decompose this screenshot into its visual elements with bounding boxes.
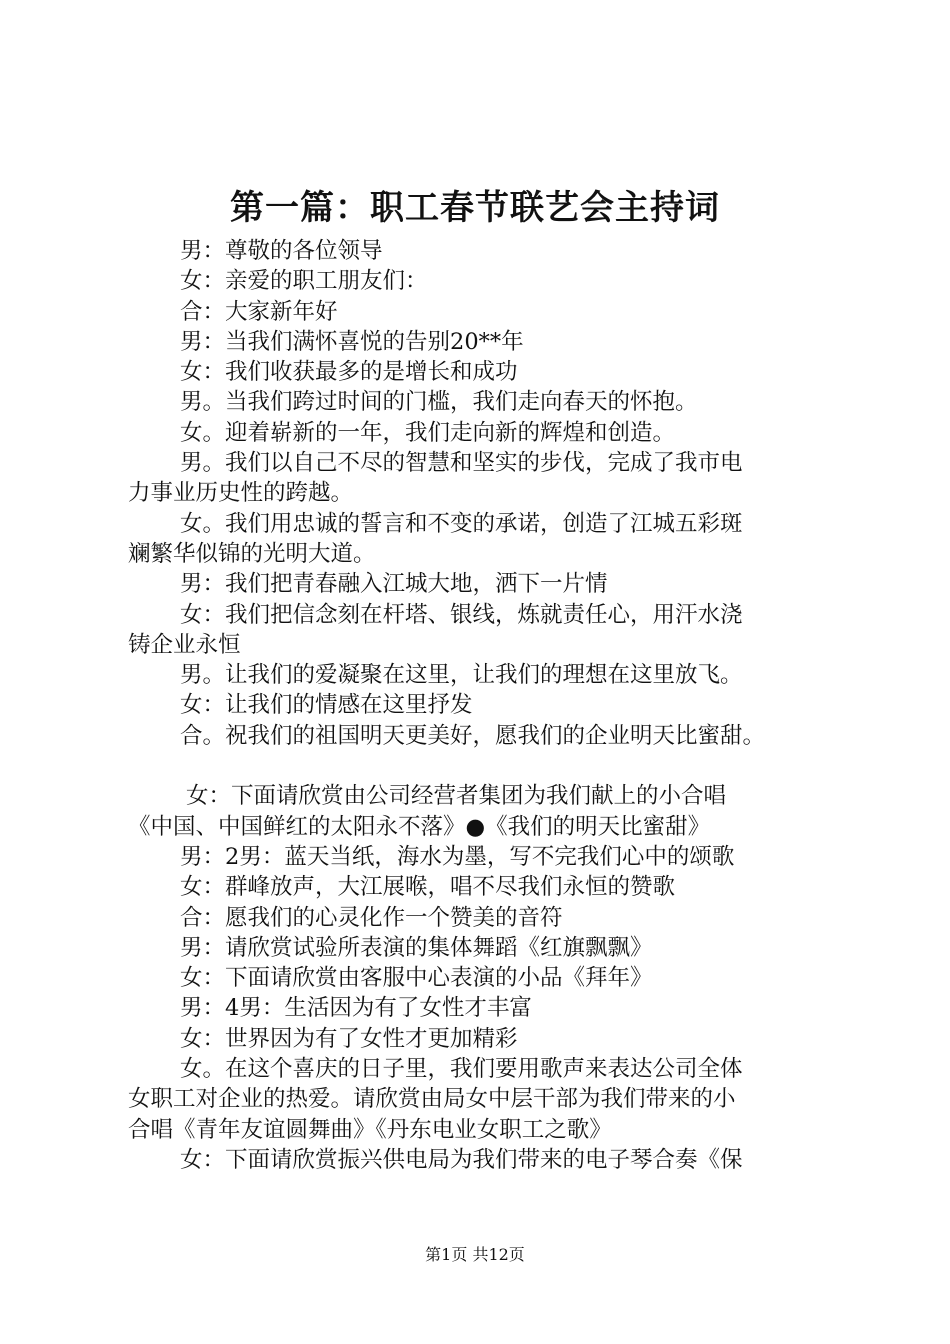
body-line: 力事业历史性的跨越。 — [128, 480, 354, 507]
body-line: 女：下面请欣赏由公司经营者集团为我们献上的小合唱 — [186, 783, 727, 810]
blank-line — [128, 751, 840, 781]
body-line: 男。我们以自己不尽的智慧和坚实的步伐，完成了我市电 — [180, 450, 743, 477]
body-line: 斓繁华似锦的光明大道。 — [128, 540, 376, 567]
body-line: 女：让我们的情感在这里抒发 — [180, 692, 473, 719]
body-line: 女职工对企业的热爱。请欣赏由局女中层干部为我们带来的小 — [128, 1086, 736, 1113]
body-line: 男：2男：蓝天当纸，海水为墨，写不完我们心中的颂歌 — [180, 843, 735, 870]
body-line: 女。迎着崭新的一年，我们走向新的辉煌和创造。 — [180, 419, 676, 446]
body-line: 男：尊敬的各位领导 — [180, 238, 383, 264]
body-line: 合唱《青年友谊圆舞曲》《丹东电业女职工之歌》 — [128, 1116, 612, 1143]
body-line: 女。在这个喜庆的日子里，我们要用歌声来表达公司全体 — [180, 1056, 743, 1083]
body-line: 男。让我们的爱凝聚在这里，让我们的理想在这里放飞。 — [180, 662, 743, 689]
body-line: 合。祝我们的祖国明天更美好，愿我们的企业明天比蜜甜。 — [180, 722, 766, 749]
body-line: 男：我们把青春融入江城大地，洒下一片情 — [180, 571, 608, 598]
body-line: 男：4男：生活因为有了女性才丰富 — [180, 995, 532, 1022]
body-line: 合：大家新年好 — [180, 298, 338, 325]
body-line: 女：亲爱的职工朋友们： — [180, 268, 428, 295]
body-line: 铸企业永恒 — [128, 631, 241, 658]
page-footer: 第1页 共12页 — [425, 1245, 525, 1264]
body-line: 男。当我们跨过时间的门槛，我们走向春天的怀抱。 — [180, 389, 698, 416]
body-line: 女。我们用忠诚的誓言和不变的承诺，创造了江城五彩斑 — [180, 510, 743, 537]
body-line: 男：当我们满怀喜悦的告别20**年 — [180, 328, 524, 355]
body-line: 女：我们把信念刻在杆塔、银线，炼就责任心，用汗水浇 — [180, 601, 743, 628]
body-line: 女：下面请欣赏由客服中心表演的小品《拜年》 — [180, 965, 653, 992]
body-line: 女：下面请欣赏振兴供电局为我们带来的电子琴合奏《保 — [180, 1146, 743, 1173]
body-line: 女：群峰放声，大江展喉，唱不尽我们永恒的赞歌 — [180, 874, 676, 901]
document-body — [128, 236, 840, 1175]
body-line: 女：世界因为有了女性才更加精彩 — [180, 1025, 518, 1052]
body-line: 合：愿我们的心灵化作一个赞美的音符 — [180, 904, 563, 931]
body-line: 男：请欣赏试验所表演的集体舞蹈《红旗飘飘》 — [180, 934, 653, 961]
body-line: 女：我们收获最多的是增长和成功 — [180, 359, 518, 386]
body-line: 《中国、中国鲜红的太阳永不落》●《我们的明天比蜜甜》 — [128, 813, 711, 840]
document-title: 第一篇：职工春节联艺会主持词 — [230, 188, 720, 228]
